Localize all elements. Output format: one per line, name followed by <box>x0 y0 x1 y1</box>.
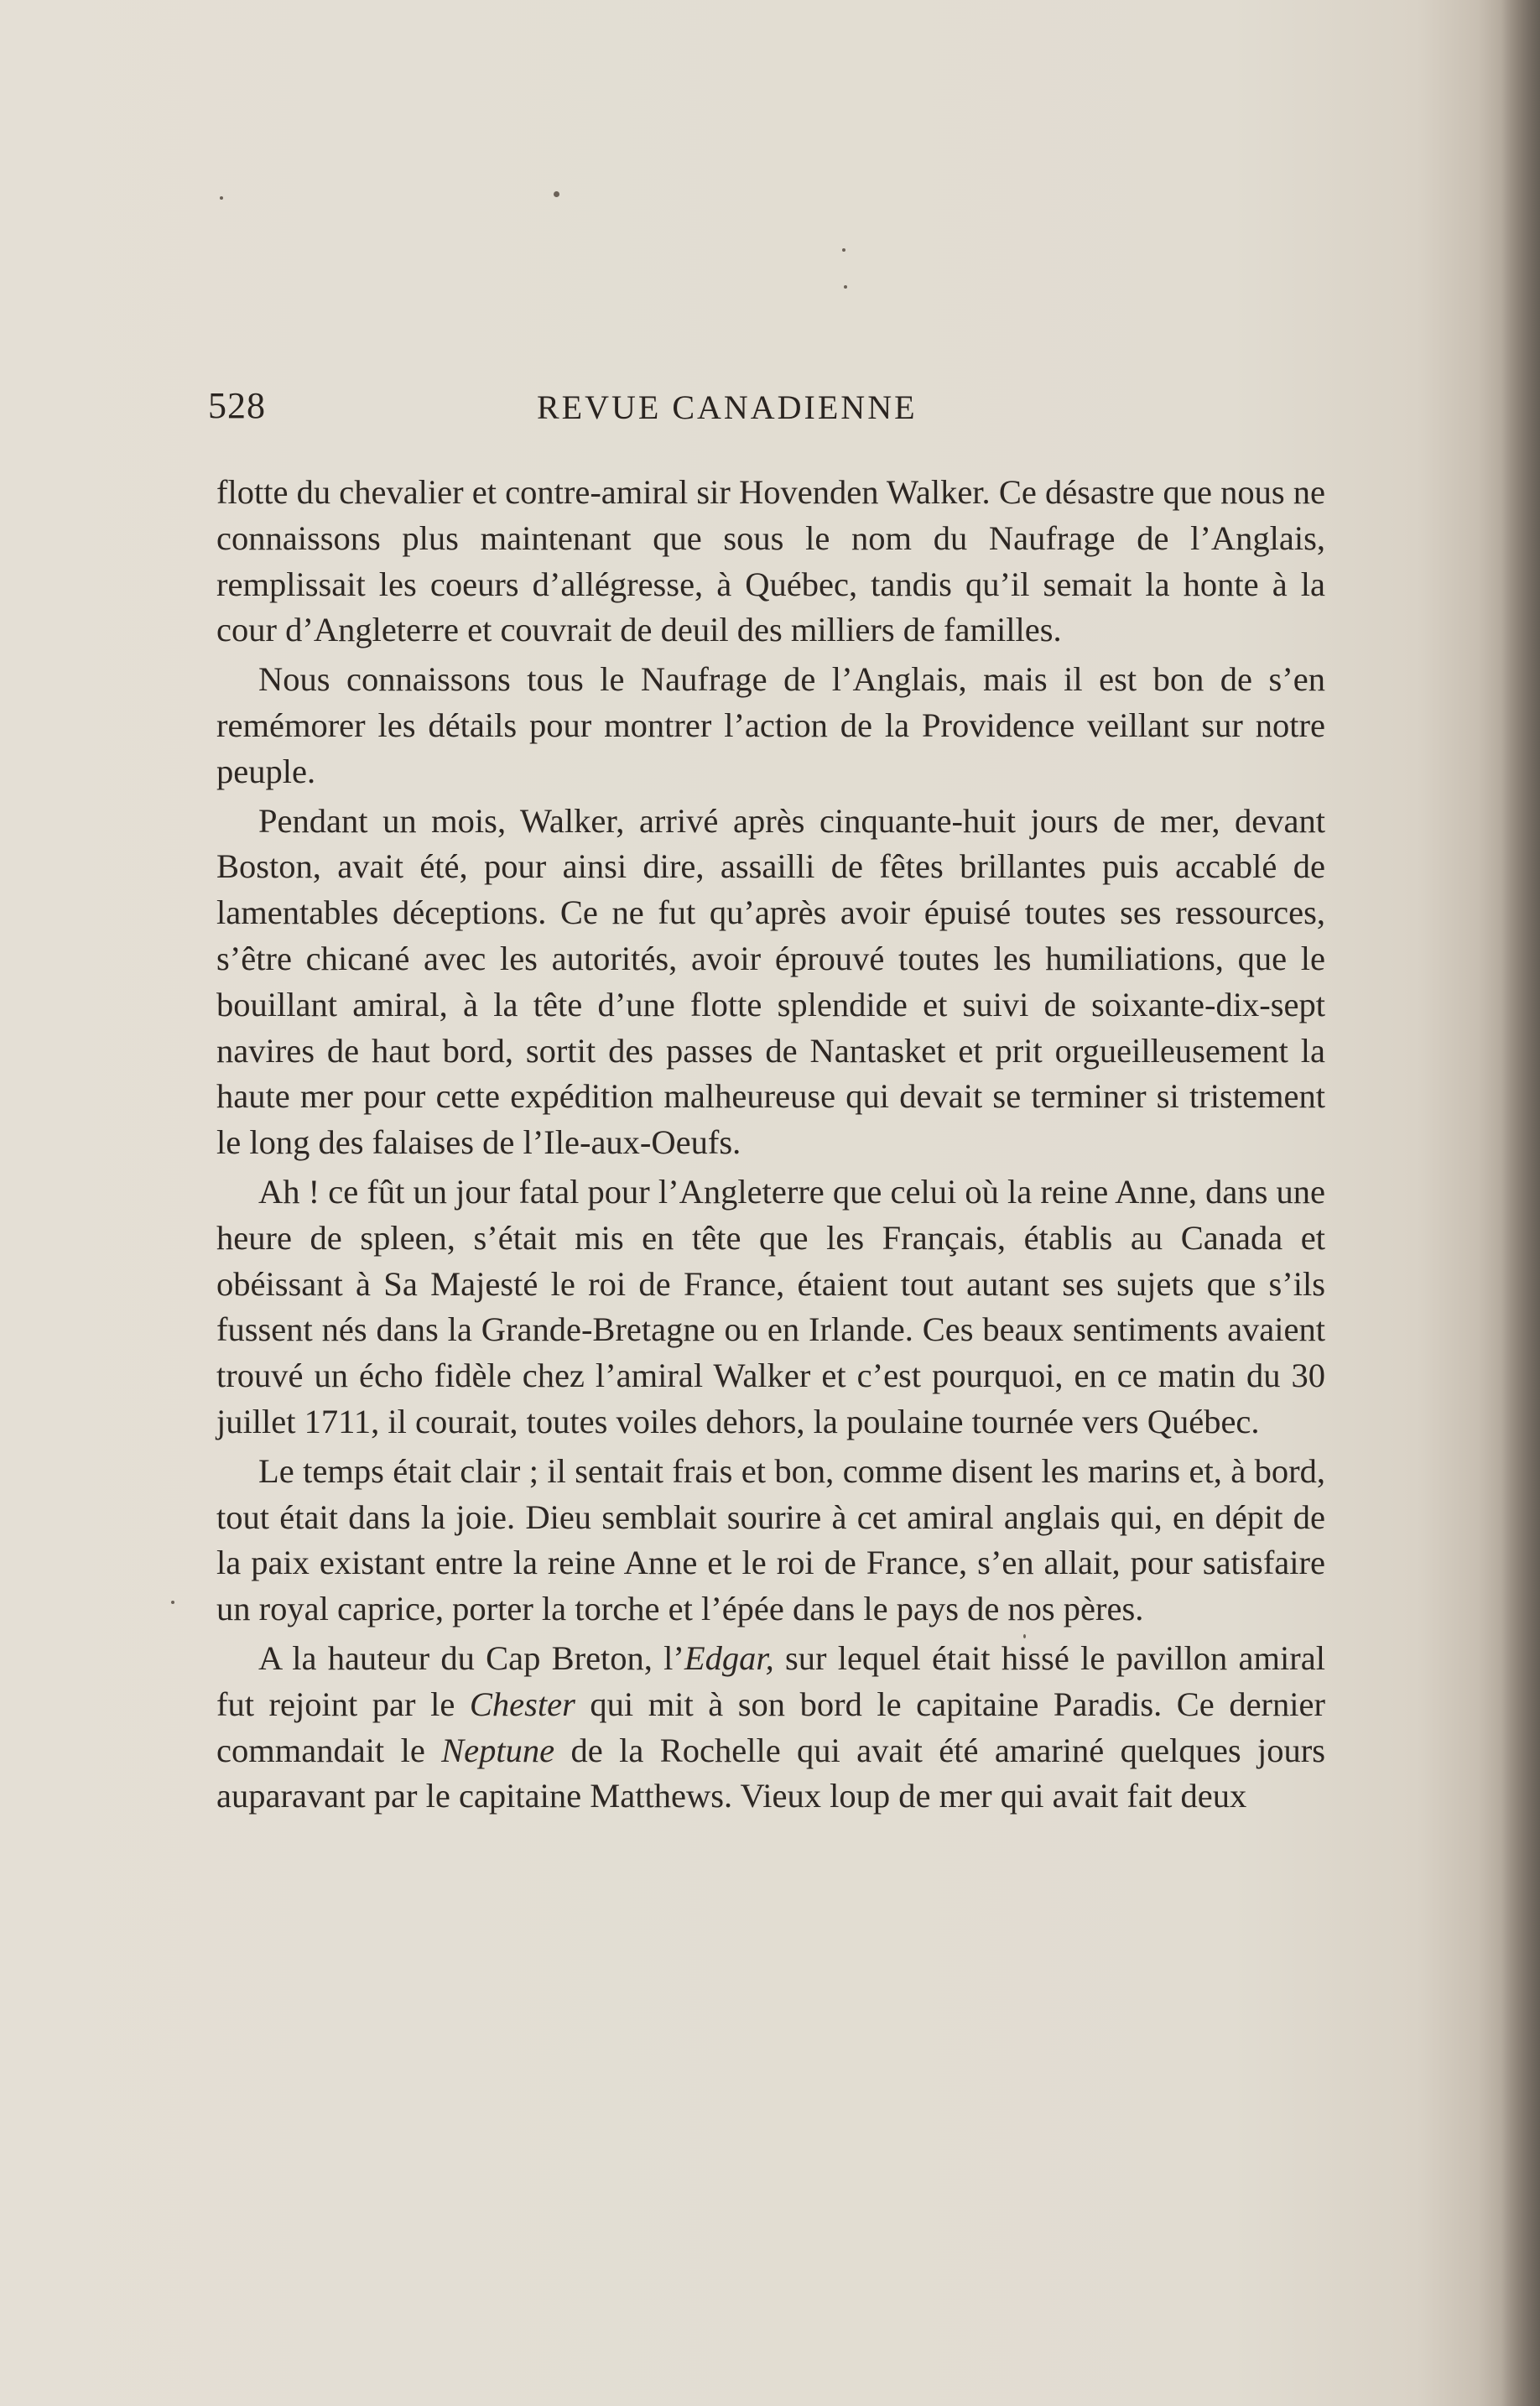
paragraph: Pendant un mois, Walker, arrivé après cinquante-huit jours de mer, devant Boston, avait été, pour ainsi dire, assailli de fêtes brillantes puis accablé de lamentables déceptions. Ce ne fut qu’après avoir épuisé toutes ses ressources, s’être chicané avec les autorités, avoir éprouvé toutes les humiliations, que le bouillant amiral, à la tête d’une flotte splendide et suivi de soixante-dix-sept navires de haut bord, sortit des passes de Nantasket et prit orgueilleusement la haute mer pour cette expédition malheureuse qui devait se terminer si tristement le long des falaises de l’Ile-aux-Oeufs. <box>216 801 1325 1162</box>
binding-shadow <box>1501 0 1540 2406</box>
paper-speck <box>220 196 223 200</box>
paper-speck <box>844 285 847 289</box>
ship-name: Edgar, <box>684 1638 774 1677</box>
paragraph <box>216 1636 1325 1820</box>
paragraph: Nous connaissons tous le Naufrage de l’Anglais, mais il est bon de s’en remémorer les détails pour montrer l’action de la Providence veillant sur notre peuple. <box>216 660 1325 790</box>
paper-speck <box>171 1601 174 1604</box>
ship-name: Chester <box>469 1685 575 1723</box>
text-run: de la Rochelle qui avait été amariné quelques jours auparavant par le capitaine Matthews. Vieux loup de mer qui avait fait deux <box>216 1731 1325 1815</box>
paragraph: Ah ! ce fût un jour fatal pour l’Angleterre que celui où la reine Anne, dans une heure de spleen, s’était mis en tête que les Français, établis au Canada et obéissant à Sa Majesté le roi de France, étaient tout autant ses sujets que s’ils fussent nés dans la Grande-Bretagne ou en Irlande. Ces beaux sentiments avaient trouvé un écho fidèle chez l’amiral Walker et c’est pourquoi, en ce matin du 30 juillet 1711, il courait, toutes voiles dehors, la poulaine tournée vers Québec. <box>216 1172 1325 1440</box>
text-run: qui mit à son bord le capitaine Paradis. Ce dernier commandait le <box>216 1685 1325 1769</box>
running-head: REVUE CANADIENNE <box>537 388 918 426</box>
page-number: 528 <box>208 385 266 426</box>
body-text <box>216 470 1325 1820</box>
page-header <box>208 384 1324 435</box>
paragraph: Le temps était clair ; il sentait frais et bon, comme disent les marins et, à bord, tout était dans la joie. Dieu semblait sourire à cet amiral anglais qui, en dépit de la paix existant entre la reine Anne et le roi de France, s’en allait, pour satisfaire un royal caprice, porter la torche et l’épée dans le pays de nos pères. <box>216 1451 1325 1628</box>
paper-speck <box>554 191 559 197</box>
text-run: A la hauteur du Cap Breton, l’ <box>258 1638 684 1677</box>
text-run: sur lequel était hissé le pavillon amiral fut rejoint par le <box>216 1638 1325 1723</box>
paragraph: flotte du chevalier et contre-amiral sir Hovenden Walker. Ce désastre que nous ne connaissons plus maintenant que sous le nom du Naufrage de l’Anglais, remplissait les coeurs d’allégresse, à Québec, tandis qu’il semait la honte à la cour d’Angleterre et couvrait de deuil des milliers de familles. <box>216 473 1325 649</box>
paper-speck <box>842 248 845 252</box>
ship-name: Neptune <box>441 1731 555 1769</box>
